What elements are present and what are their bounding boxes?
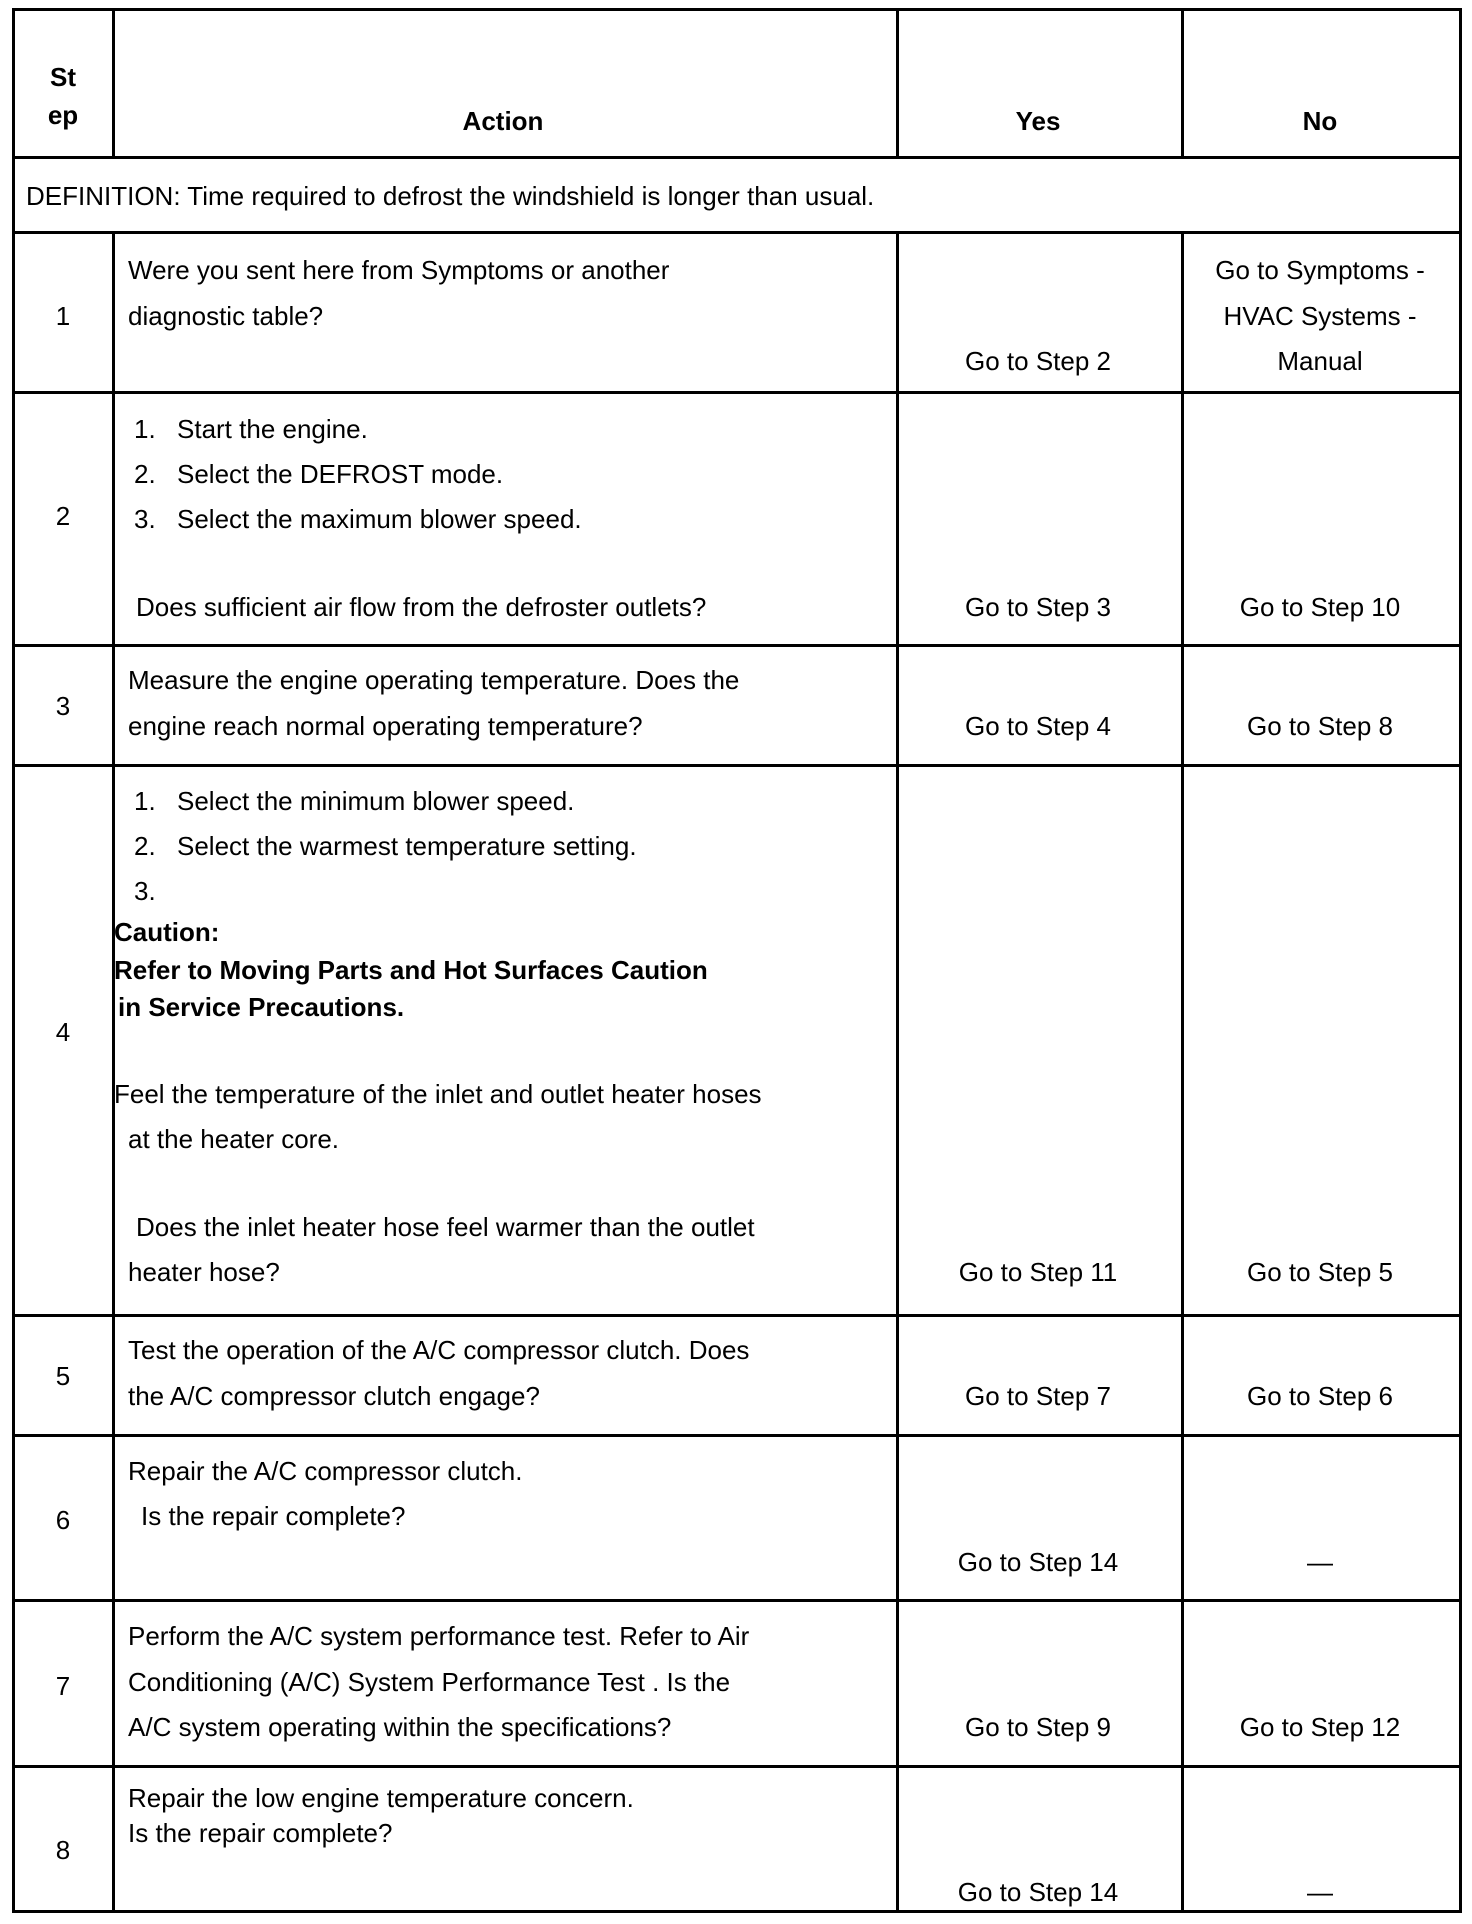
question-text: Does the inlet heater hose feel warmer than the outlet <box>136 1212 755 1242</box>
row-divider <box>15 1434 1459 1437</box>
header-step <box>15 58 111 134</box>
list-item: Select the DEFROST mode. <box>177 459 504 489</box>
caution-title: Caution: <box>114 917 220 947</box>
action-text: Repair the low engine temperature concern. <box>128 1783 634 1813</box>
instruction-text: at the heater core. <box>128 1124 340 1154</box>
yes-link[interactable]: Go to Step 14 <box>957 1877 1119 1907</box>
yes-link[interactable]: Go to Step 7 <box>965 1381 1111 1411</box>
header-step-line2: ep <box>47 100 79 130</box>
list-item: Select the maximum blower speed. <box>177 504 582 534</box>
caution-text: in Service Precautions. <box>118 992 405 1022</box>
row-divider <box>15 156 1459 159</box>
yes-link[interactable]: Go to Step 2 <box>965 346 1111 376</box>
step-number: 8 <box>55 1835 71 1865</box>
list-number: 2. <box>134 459 156 489</box>
header-action: Action <box>462 106 544 136</box>
step-number: 6 <box>55 1505 71 1535</box>
list-number: 3. <box>134 876 156 906</box>
no-link[interactable]: Go to Step 6 <box>1247 1381 1393 1411</box>
action-text: engine reach normal operating temperature? <box>128 711 643 741</box>
no-link[interactable]: HVAC Systems - <box>1223 301 1417 331</box>
header-step-line1: St <box>50 62 76 92</box>
row-divider <box>15 1599 1459 1602</box>
list-number: 2. <box>134 831 156 861</box>
row-divider <box>15 1765 1459 1768</box>
yes-link[interactable]: Go to Step 14 <box>957 1547 1119 1577</box>
list-item: Select the minimum blower speed. <box>177 786 575 816</box>
yes-link[interactable]: Go to Step 4 <box>965 711 1111 741</box>
list-item: Start the engine. <box>177 414 368 444</box>
list-number: 1. <box>134 786 156 816</box>
no-link[interactable]: Go to Step 10 <box>1239 592 1401 622</box>
yes-link[interactable]: Go to Step 9 <box>965 1712 1111 1742</box>
no-link[interactable]: Go to Step 5 <box>1247 1257 1393 1287</box>
action-text: Is the repair complete? <box>141 1501 406 1531</box>
step-number: 5 <box>55 1361 71 1391</box>
row-divider <box>15 1314 1459 1317</box>
no-link[interactable]: Go to Step 12 <box>1239 1712 1401 1742</box>
action-text: Conditioning (A/C) System Performance Test . Is the <box>128 1667 731 1697</box>
no-dash: — <box>1307 1547 1333 1577</box>
question-text: heater hose? <box>128 1257 280 1287</box>
row-divider <box>15 764 1459 767</box>
definition-text: DEFINITION: Time required to defrost the windshield is longer than usual. <box>26 181 875 211</box>
action-text: Measure the engine operating temperature. Does the <box>128 665 740 695</box>
action-text: Repair the A/C compressor clutch. <box>128 1456 523 1486</box>
list-number: 3. <box>134 504 156 534</box>
list-number: 1. <box>134 414 156 444</box>
step-number: 4 <box>55 1017 71 1047</box>
no-link[interactable]: Go to Step 8 <box>1247 711 1393 741</box>
column-divider <box>112 231 115 1911</box>
action-text: diagnostic table? <box>128 301 324 331</box>
no-link[interactable]: Go to Symptoms - <box>1215 255 1425 285</box>
list-item: Select the warmest temperature setting. <box>177 831 637 861</box>
column-divider <box>1181 231 1184 1911</box>
step-number: 7 <box>55 1671 71 1701</box>
action-text: Test the operation of the A/C compressor clutch. Does <box>128 1335 750 1365</box>
step-number: 1 <box>55 301 71 331</box>
action-text: A/C system operating within the specifications? <box>128 1712 672 1742</box>
instruction-text: Feel the temperature of the inlet and outlet heater hoses <box>114 1079 762 1109</box>
action-text: the A/C compressor clutch engage? <box>128 1381 540 1411</box>
header-no: No <box>1302 106 1338 136</box>
action-text: Were you sent here from Symptoms or another <box>128 255 670 285</box>
header-yes: Yes <box>1015 106 1061 136</box>
row-divider <box>15 391 1459 394</box>
action-text: Perform the A/C system performance test. Refer to Air <box>128 1621 750 1651</box>
yes-link[interactable]: Go to Step 11 <box>958 1257 1118 1287</box>
caution-text: Refer to Moving Parts and Hot Surfaces Caution <box>114 955 708 985</box>
row-divider <box>15 644 1459 647</box>
question-text: Does sufficient air flow from the defroster outlets? <box>136 592 707 622</box>
step-number: 2 <box>55 501 71 531</box>
yes-link[interactable]: Go to Step 3 <box>965 592 1111 622</box>
no-link[interactable]: Manual <box>1277 346 1363 376</box>
row-divider <box>15 231 1459 234</box>
action-text: Is the repair complete? <box>128 1818 393 1848</box>
step-number: 3 <box>55 691 71 721</box>
column-divider <box>896 231 899 1911</box>
no-dash: — <box>1307 1877 1333 1907</box>
